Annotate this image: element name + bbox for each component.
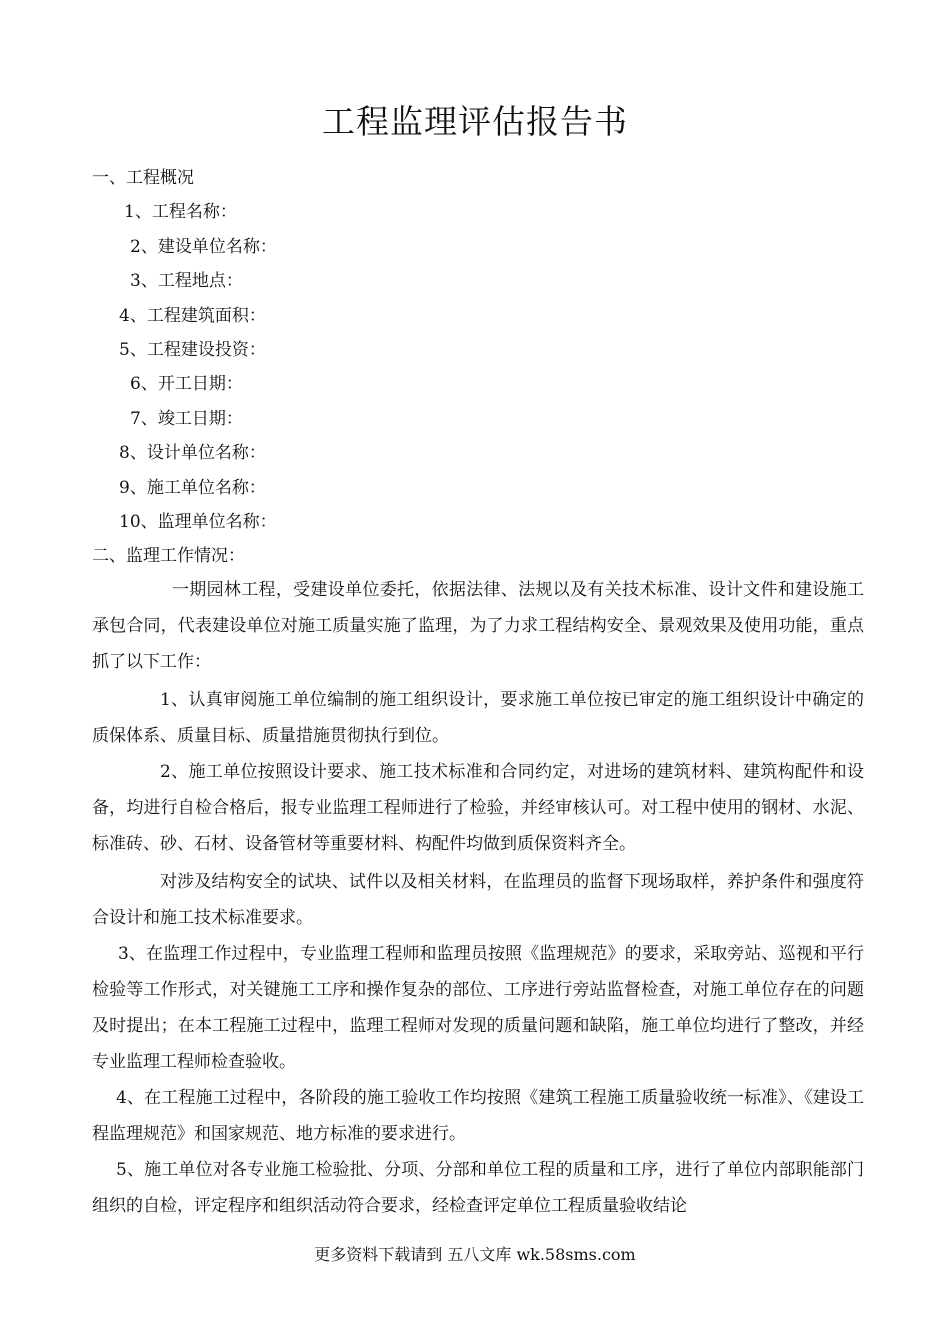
overview-item-design-unit: 8、设计单位名称： <box>119 443 266 463</box>
overview-item-completion-date: 7、竣工日期： <box>130 409 243 429</box>
supervision-paragraph-2: 2、施工单位按照设计要求、施工技术标准和合同约定，对进场的建筑材料、建筑构配件和设备，均进行自检合格后，报专业监理工程师进行了检验，并经审核认可。对工程中使用的钢材、水泥、标准砖、砂、石材、设备管材等重要材料、构配件均做到质保资料齐全。 <box>92 762 864 854</box>
supervision-paragraph-samples: 对涉及结构安全的试块、试件以及相关材料，在监理员的监督下现场取样，养护条件和强度符合设计和施工技术标准要求。 <box>92 872 864 928</box>
overview-item-project-name: 1、工程名称： <box>124 202 237 222</box>
supervision-paragraph-3: 3、在监理工作过程中，专业监理工程师和监理员按照《监理规范》的要求，采取旁站、巡视和平行检验等工作形式，对关键施工工序和操作复杂的部位、工序进行旁站监督检查，对施工单位存在的问题及时提出；在本工程施工过程中，监理工程师对发现的质量问题和缺陷，施工单位均进行了整改，并经专业监理工程师检查验收。 <box>92 944 864 1072</box>
overview-item-location: 3、工程地点： <box>130 271 243 291</box>
section-heading-overview: 一、工程概况 <box>92 168 194 188</box>
supervision-paragraph-4: 4、在工程施工过程中，各阶段的施工验收工作均按照《建筑工程施工质量验收统一标准》、《建设工程监理规范》和国家规范、地方标准的要求进行。 <box>92 1088 864 1144</box>
section-heading-supervision-work: 二、监理工作情况： <box>92 546 245 566</box>
overview-item-construction-unit: 9、施工单位名称： <box>119 478 266 498</box>
supervision-paragraph-1: 1、认真审阅施工单位编制的施工组织设计，要求施工单位按已审定的施工组织设计中确定的质保体系、质量目标、质量措施贯彻执行到位。 <box>92 690 864 746</box>
overview-item-supervision-unit: 10、监理单位名称： <box>119 512 277 532</box>
supervision-paragraph-5: 5、施工单位对各专业施工检验批、分项、分部和单位工程的质量和工序，进行了单位内部职能部门组织的自检，评定程序和组织活动符合要求，经检查评定单位工程质量验收结论 <box>92 1160 864 1216</box>
footer-download-note: 更多资料下载请到 五八文库 wk.58sms.com <box>314 1245 636 1264</box>
overview-item-owner-unit: 2、建设单位名称： <box>130 237 277 257</box>
document-title: 工程监理评估报告书 <box>322 102 628 141</box>
overview-item-start-date: 6、开工日期： <box>130 374 243 394</box>
overview-item-investment: 5、工程建设投资： <box>119 340 266 360</box>
overview-item-floor-area: 4、工程建筑面积： <box>119 306 266 326</box>
supervision-paragraph-intro: 一期园林工程，受建设单位委托，依据法律、法规以及有关技术标准、设计文件和建设施工承包合同，代表建设单位对施工质量实施了监理，为了力求工程结构安全、景观效果及使用功能，重点抓了以下工作： <box>92 580 864 672</box>
